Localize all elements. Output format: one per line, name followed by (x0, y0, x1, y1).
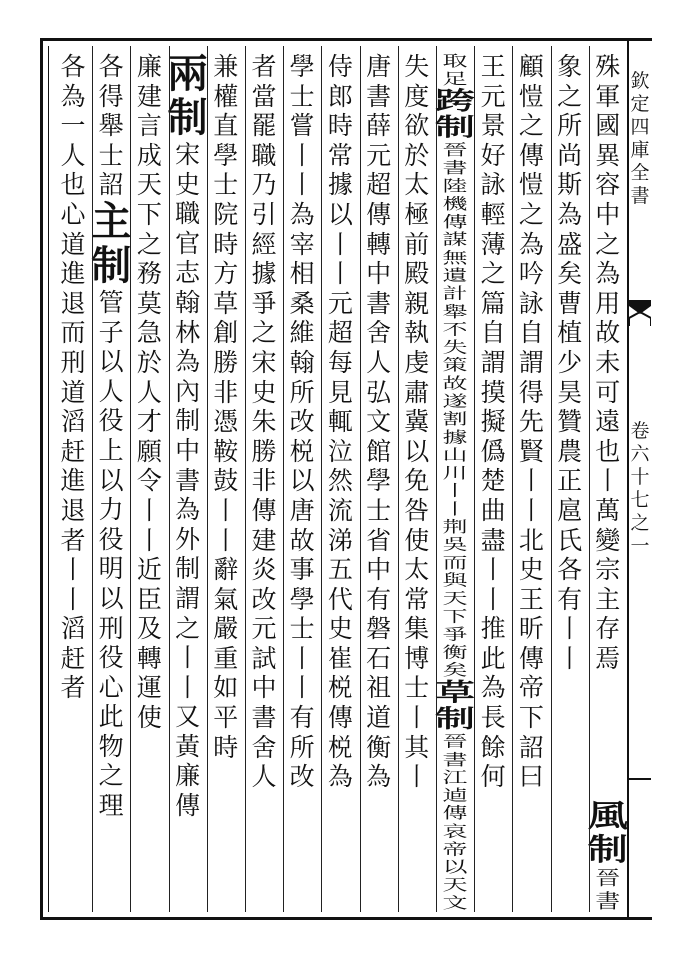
text-run: 管 子 以 人 役 上 以 力 役 明 以 刑 役 心 此 物 之 理 (98, 287, 124, 821)
column-rule (436, 46, 437, 912)
text-run: 學 士 嘗 丨 丨 為 宰 相 桑 維 翰 所 改 棁 以 唐 故 事 學 士 丨 丨 有 所 改 (289, 52, 315, 792)
text-run: 象 之 所 尚 斯 為 盛 矣 曹 植 少 昊 贊 農 正 扈 氏 各 有 丨 丨 (557, 52, 583, 673)
text-run: 廉 建 言 成 天 下 之 務 莫 急 於 人 才 願 令 丨 丨 近 臣 及 轉 運 使 (136, 52, 162, 733)
text-run: 王 元 景 好 詠 輕 薄 之 篇 自 謂 摸 擬 僞 楚 曲 盡 丨 丨 推 此 為 長 餘 何 (480, 52, 506, 792)
section-heading: 主 制 (91, 197, 132, 289)
text-run: 晉 書 (595, 867, 621, 912)
section-heading: 草 制 (435, 678, 475, 734)
section-heading: 風 制 (587, 798, 628, 868)
column-rule (512, 46, 513, 912)
column-rule (589, 46, 590, 912)
text-column (48, 52, 98, 703)
text-run: 唐 書 薛 元 超 傳 轉 中 書 舍 人 弘 文 館 學 士 省 中 有 磐 石 祖 道 衡 為 (366, 52, 392, 792)
column-rule (130, 46, 131, 912)
section-heading: 兩 制 (167, 50, 208, 141)
column-rule (207, 46, 208, 912)
text-run: 取 足 (442, 52, 468, 88)
column-rule (398, 46, 399, 912)
text-column-tail (583, 800, 633, 912)
text-run: 殊 軍 國 異 容 中 之 為 用 故 未 可 遠 也 丨 萬 變 宗 主 存 焉 (595, 52, 621, 673)
column-rule (283, 46, 284, 912)
column-rule (321, 46, 322, 912)
gutter-bottom-tick (627, 918, 651, 920)
text-run: 侍 郎 時 常 據 以 丨 丨 元 超 每 見 輒 泣 然 流 涕 五 代 史 崔 棁 傳 棁 為 (327, 52, 353, 792)
column-rule (169, 46, 170, 912)
text-run: 各 得 舉 士 詔 (98, 52, 124, 200)
text-run: 宋 史 職 官 志 翰 林 為 內 制 中 書 為 外 制 謂 之 丨 丨 又 黃 廉 傳 (175, 140, 201, 821)
column-rule (245, 46, 246, 912)
text-run: 各 為 一 人 (60, 52, 86, 170)
gutter-top-tick (627, 38, 651, 40)
text-run: 晉 書 江 逌 傳 哀 帝 以 天 文 (442, 732, 468, 912)
text-run: 兼 權 直 學 士 院 時 方 草 創 勝 非 憑 鞍 鼓 丨 丨 辭 氣 嚴 重 如 平 時 (213, 52, 239, 762)
gutter-chapter: 卷 六 十 七 之 一 (630, 420, 650, 557)
column-rule (360, 46, 361, 912)
text-run: 晉 書 陸 機 傳 謀 無 遺 計 舉 不 失 策 故 遂 割 據 山 川 丨 丨 荆 吳 而 與 天 下 爭 衡 矣 (442, 141, 468, 679)
text-run: 失 度 欲 於 太 極 前 殿 親 執 虔 肅 冀 以 免 咎 使 太 常 集 博 士 丨 其 丨 (404, 52, 430, 792)
column-rule (92, 46, 93, 912)
text-run: 者 當 罷 職 乃 引 經 據 爭 之 宋 史 朱 勝 非 傳 建 炎 改 元 試 中 書 舍 人 (251, 52, 277, 792)
gutter-title: 欽 定 四 庫 全 書 (630, 70, 650, 207)
column-rule (551, 46, 552, 912)
column-rule (474, 46, 475, 912)
section-heading: 跨 制 (435, 86, 475, 142)
text-run: 顧 愷 之 傳 愷 之 為 吟 詠 自 謂 得 先 賢 丨 丨 北 史 王 昕 傳 帝 下 詔 曰 (518, 52, 544, 792)
gutter-lower-tick (627, 778, 651, 780)
text-run: 也 心 道 進 退 而 刑 道 滔 赶 進 退 者 丨 丨 滔 赶 者 (60, 170, 86, 703)
